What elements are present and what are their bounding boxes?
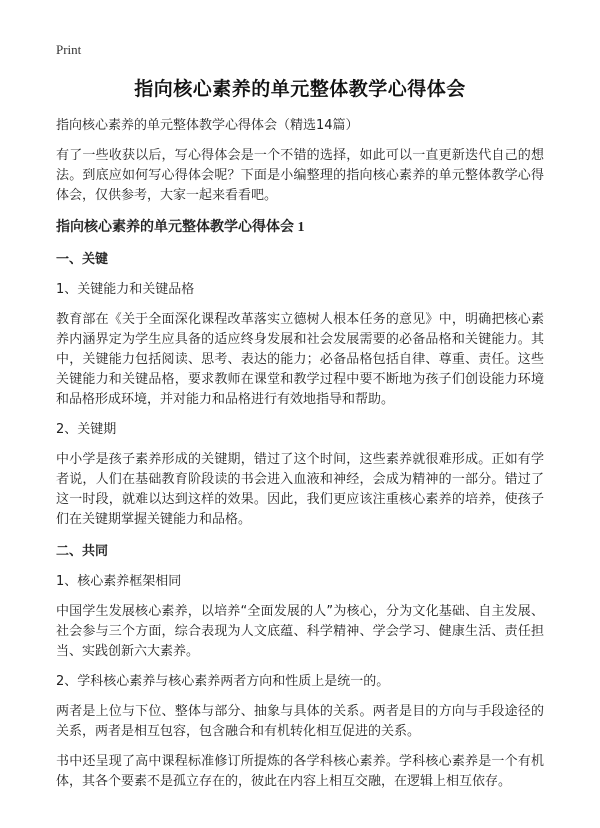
paragraph-key-abilities: 教育部在《关于全面深化课程改革落实立德树人根本任务的意见》中，明确把核心素养内涵界定为学生应具备的适应终身发展和社会发展需要的必备品格和关键能力。其中，关键能力包括阅读、思考、表达的能力；必备品格包括自律、尊重、责任。这些关键能力和关键品格，要求教师在课堂和教学过程中要不断地为孩子们创设能力环境和品格形成环境，并对能力和品格进行有效地指导和帮助。	[56, 312, 544, 407]
paragraph-key-period: 中小学是孩子素养形成的关键期，错过了这个时间，这些素养就很难形成。正如有学者说，人们在基础教育阶段读的书会进入血液和神经，会成为精神的一部分。错过了这一时段，就难以达到这样的效果。因此，我们更应该注重核心素养的培养，使孩子们在关键期掌握关键能力和品格。	[56, 452, 544, 527]
paragraph-framework: 中国学生发展核心素养，以培养“全面发展的人”为核心，分为文化基础、自主发展、社会参与三个方面，综合表现为人文底蕴、科学精神、学会学习、健康生活、责任担当、实践创新六大素养。	[56, 604, 544, 659]
subheading-key-abilities: 1、关键能力和关键品格	[56, 282, 195, 297]
print-link[interactable]: Print	[56, 42, 82, 57]
page-title: 指向核心素养的单元整体教学心得体会	[134, 78, 466, 100]
subheading-framework: 1、核心素养框架相同	[56, 574, 182, 589]
document-subtitle: 指向核心素养的单元整体教学心得体会（精选14篇）	[56, 118, 359, 133]
section-heading-key: 一、关键	[56, 252, 109, 267]
section-heading-common: 二、共同	[56, 544, 109, 559]
paragraph-subject-literacy: 书中还呈现了高中课程标准修订所提炼的各学科核心素养。学科核心素养是一个有机体，其各个要素不是孤立存在的，彼此在内容上相互交融，在逻辑上相互依存。	[56, 754, 544, 789]
paragraph-relationship: 两者是上位与下位、整体与部分、抽象与具体的关系。两者是目的方向与手段途径的关系，两者是相互包容，包含融合和有机转化相互促进的关系。	[56, 704, 544, 739]
essay-heading: 指向核心素养的单元整体教学心得体会 1	[56, 220, 305, 235]
subheading-key-period: 2、关键期	[56, 422, 117, 437]
subheading-subject-literacy: 2、学科核心素养与核心素养两者方向和性质上是统一的。	[56, 674, 390, 689]
intro-paragraph: 有了一些收获以后，写心得体会是一个不错的选择，如此可以一直更新迭代自己的想法。到底应如何写心得体会呢？下面是小编整理的指向核心素养的单元整体教学心得体会，仅供参考，大家一起来看看吧。	[56, 148, 544, 203]
